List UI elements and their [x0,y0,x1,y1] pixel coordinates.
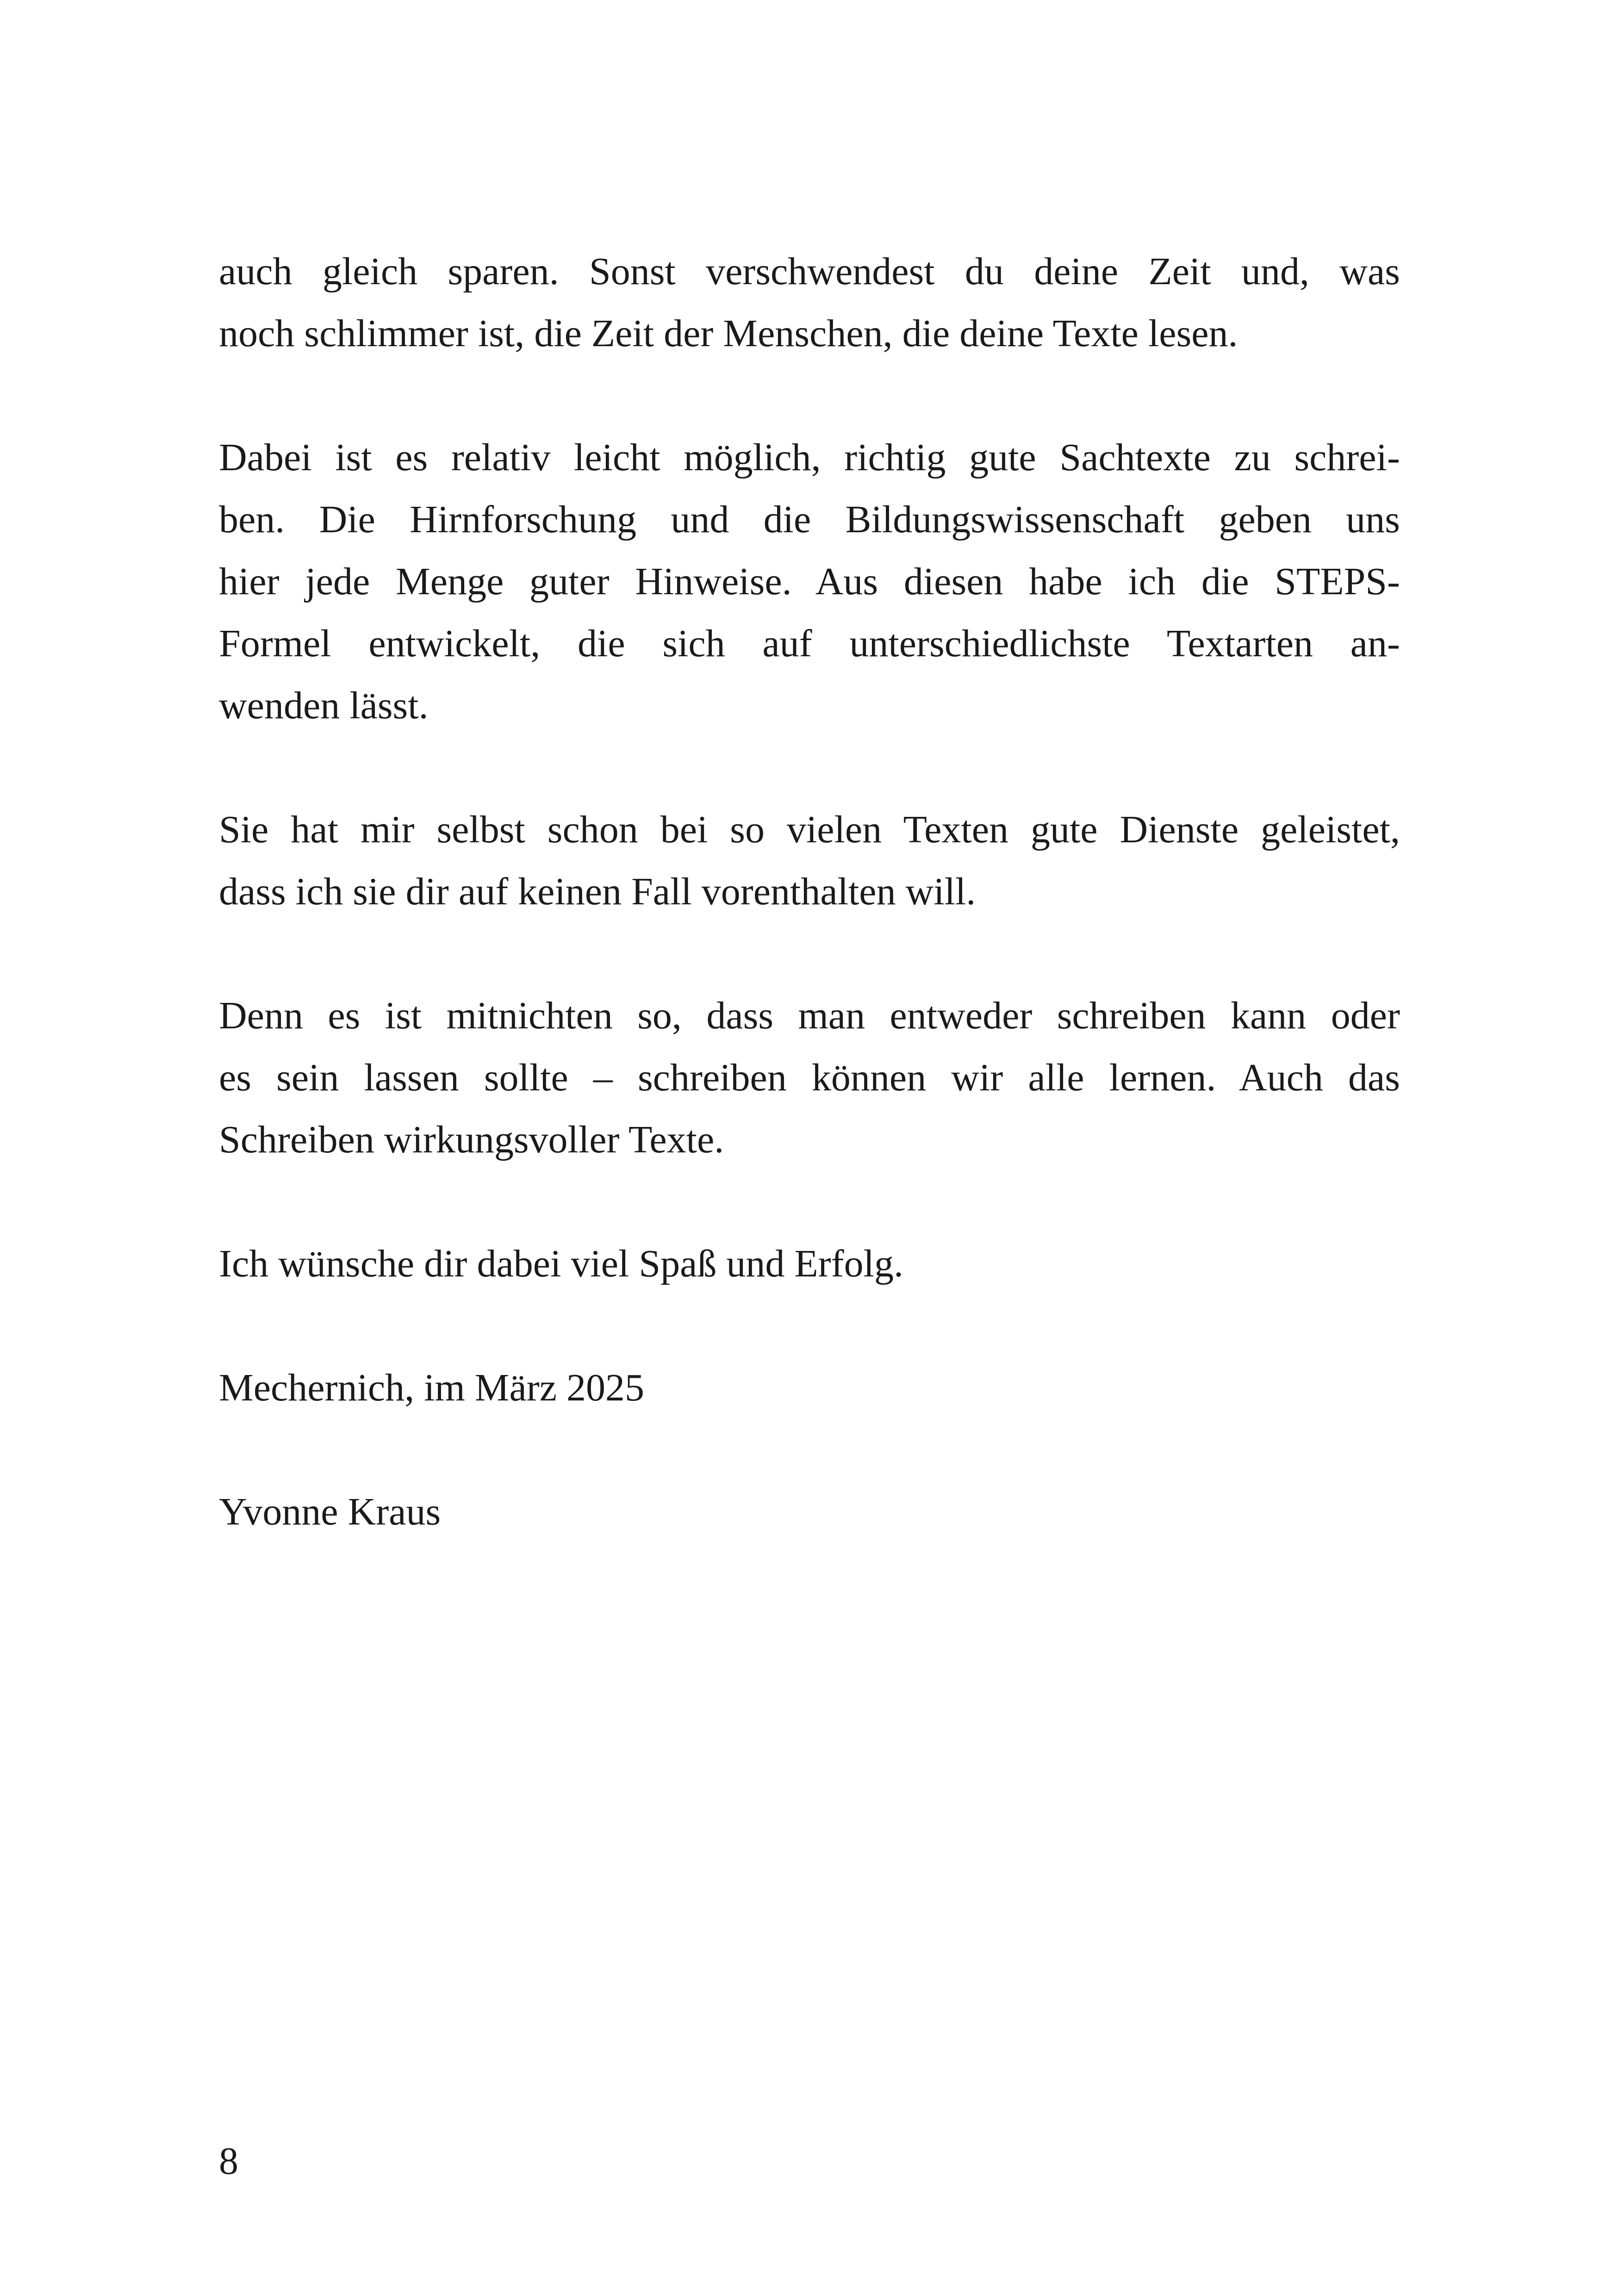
place-date-text: Mechernich, im März 2025 [219,1366,645,1409]
text-line: auch gleich sparen. Sonst verschwendest du deine Zeit und, was [219,250,1400,293]
text-line: Schreiben wirkungsvoller Texte. [219,1118,724,1161]
paragraph-2 [219,427,1400,737]
text-line: dass ich sie dir auf keinen Fall vorenthalten will. [219,870,976,913]
paragraph-3 [219,799,1400,923]
place-date [219,1357,1400,1419]
paragraph-5 [219,1233,1400,1295]
text-line: Denn es ist mitnichten so, dass man entweder schreiben kann oder [219,994,1400,1037]
text-line: wenden lässt. [219,684,429,727]
text-line: hier jede Menge guter Hinweise. Aus diesen habe ich die STEPS- [219,560,1400,603]
text-line: es sein lassen sollte – schreiben können wir alle lernen. Auch das [219,1056,1400,1099]
text-line: noch schlimmer ist, die Zeit der Menschen, die deine Texte lesen. [219,312,1238,355]
text-line: Dabei ist es relativ leicht möglich, richtig gute Sachtexte zu schrei- [219,436,1400,479]
text-line: Formel entwickelt, die sich auf unterschiedlichste Textarten an- [219,622,1400,665]
text-line: Ich wünsche dir dabei viel Spaß und Erfolg. [219,1242,903,1285]
text-line: ben. Die Hirnforschung und die Bildungswissenschaft geben uns [219,498,1400,541]
page-number: 8 [219,2140,238,2183]
paragraph-1 [219,241,1400,365]
author-name: Yvonne Kraus [219,1490,441,1533]
author-signature [219,1481,1400,1543]
text-line: Sie hat mir selbst schon bei so vielen Texten gute Dienste geleistet, [219,808,1400,851]
paragraph-4 [219,985,1400,1171]
body-text [219,241,1400,1605]
